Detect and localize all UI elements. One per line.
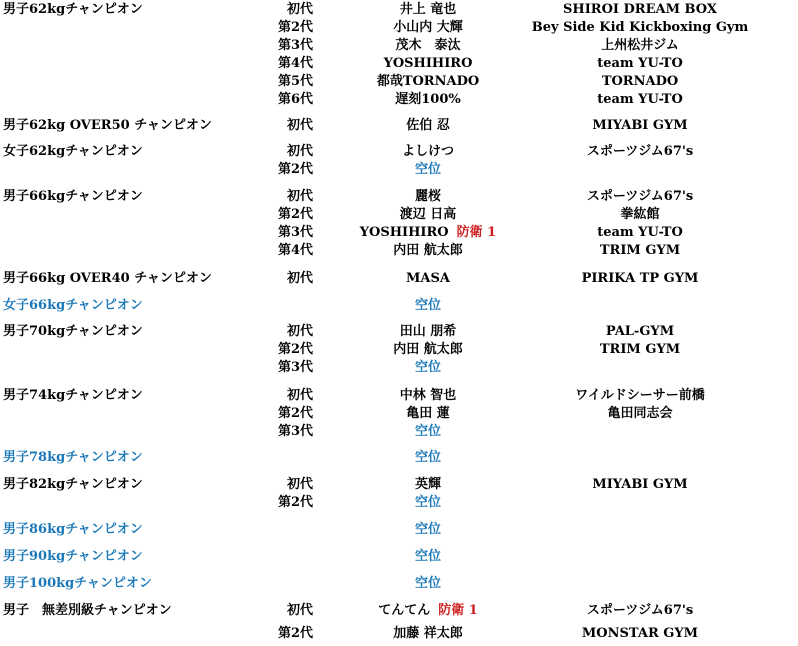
class-name: 女子66kgチャンピオン [3,298,143,313]
division-row [0,206,798,224]
class-name: 男子 無差別級チャンピオン [3,603,172,618]
division-row [0,224,798,242]
vacant-label [344,423,512,441]
name-text: YOSHIHIRO [359,225,449,240]
champion-name [344,625,512,643]
champion-name [344,323,512,341]
champion-name [344,55,512,73]
champion-name [344,91,512,109]
champion-name [344,206,512,224]
generation-label: 初代 [286,477,313,492]
division-row [0,19,798,37]
name-text: 井上 竜也 [399,2,457,17]
division-row [0,476,798,494]
division-row [0,270,798,288]
generation-label: 第2代 [277,406,313,421]
generation-label: 初代 [286,2,313,17]
generation-label: 初代 [286,324,313,339]
generation-label: 初代 [286,144,313,159]
name-text: 英輝 [414,477,441,492]
vacant-label [344,449,512,467]
generation-label: 初代 [286,388,313,403]
name-text: 空位 [414,495,441,510]
division-row [0,423,798,441]
class-name: 女子62kgチャンピオン [3,144,143,159]
name-text: 空位 [414,360,441,375]
gym-name: PIRIKA TP GYM [581,271,699,286]
vacant-label [344,161,512,179]
champion-name [344,270,512,288]
gym-name: Bey Side Kid Kickboxing Gym [531,20,749,35]
division-row [0,405,798,423]
gym-name: 拳紘館 [620,207,660,222]
gym-name: PAL-GYM [605,324,675,339]
name-text: 空位 [414,162,441,177]
division-row [0,494,798,512]
generation-label: 第3代 [277,38,313,53]
gym-name: SHIROI DREAM BOX [563,2,717,17]
name-text: 遅刻100% [395,92,461,107]
division-row [0,449,798,467]
champion-name [344,143,512,161]
generation-label: 第2代 [277,207,313,222]
class-name: 男子62kg OVER50 チャンピオン [3,118,212,133]
division-row [0,1,798,19]
champion-name [344,387,512,405]
gym-name: team YU-TO [597,225,683,240]
name-text: 都哉TORNADO [376,74,480,89]
class-name: 男子62kgチャンピオン [3,2,143,17]
division-row [0,161,798,179]
division-row [0,188,798,206]
gym-name: スポーツジム67's [586,603,694,618]
generation-label: 第3代 [277,225,313,240]
class-name: 男子100kgチャンピオン [3,576,152,591]
gym-name: ワイルドシーサー前橋 [575,388,705,403]
generation-label: 第6代 [277,92,313,107]
vacant-label [344,521,512,539]
name-text: 内田 航太郎 [393,342,463,357]
defense-badge: 防衛 1 [456,225,497,240]
generation-label: 第3代 [277,360,313,375]
name-text: よしけつ [401,144,454,159]
gym-name: TRIM GYM [599,243,681,258]
name-text: 空位 [414,522,441,537]
gym-name: team YU-TO [597,56,683,71]
gym-name: team YU-TO [597,92,683,107]
defense-badge: 防衛 1 [438,603,478,618]
name-text: 小山内 大輝 [393,20,463,35]
name-text: 内田 航太郎 [393,243,463,258]
class-name: 男子70kgチャンピオン [3,324,143,339]
division-row [0,117,798,135]
division-row [0,37,798,55]
name-text: 渡辺 日高 [399,207,457,222]
name-text: 加藤 祥太郎 [393,626,463,641]
class-name: 男子74kgチャンピオン [3,388,143,403]
name-text: 中林 智也 [399,388,457,403]
champion-name [344,73,512,91]
gym-name: MONSTAR GYM [581,626,699,641]
name-text: 空位 [414,424,441,439]
name-text: 田山 朋希 [399,324,457,339]
champion-name [344,37,512,55]
name-text: 空位 [414,298,441,313]
generation-label: 第4代 [277,56,313,71]
name-text: 亀田 蓮 [406,406,450,421]
generation-label: 第2代 [277,495,313,510]
champion-name [344,602,512,620]
champion-name [344,117,512,135]
generation-label: 初代 [286,603,313,618]
division-row [0,575,798,593]
class-name: 男子86kgチャンピオン [3,522,143,537]
vacant-label [344,359,512,377]
division-row [0,297,798,315]
division-row [0,521,798,539]
generation-label: 初代 [286,189,313,204]
name-text: 茂木 泰汰 [395,38,461,53]
vacant-label [344,297,512,315]
class-name: 男子90kgチャンピオン [3,549,143,564]
name-text: 空位 [414,450,441,465]
name-text: てんてん [378,603,431,618]
champion-name [344,19,512,37]
class-name: 男子82kgチャンピオン [3,477,143,492]
gym-name: TORNADO [601,74,679,89]
champion-name [344,188,512,206]
division-row [0,242,798,260]
division-row [0,341,798,359]
name-text: 佐伯 忍 [406,118,450,133]
division-row [0,73,798,91]
division-row [0,55,798,73]
gym-name: 上州松井ジム [601,38,679,53]
name-text: YOSHIHIRO [383,56,473,71]
division-row [0,387,798,405]
division-row [0,359,798,377]
generation-label: 第2代 [277,626,313,641]
champion-name [344,224,512,242]
generation-label: 第3代 [277,424,313,439]
generation-label: 初代 [286,271,313,286]
generation-label: 初代 [286,118,313,133]
gym-name: MIYABI GYM [592,477,688,492]
division-row [0,625,798,643]
class-name: 男子66kg OVER40 チャンピオン [3,271,212,286]
vacant-label [344,548,512,566]
division-row [0,602,798,620]
generation-label: 第2代 [277,20,313,35]
class-name: 男子78kgチャンピオン [3,450,143,465]
name-text: 空位 [414,549,441,564]
class-name: 男子66kgチャンピオン [3,189,143,204]
name-text: MASA [406,271,450,286]
gym-name: TRIM GYM [599,342,681,357]
champion-name [344,242,512,260]
champion-name [344,341,512,359]
generation-label: 第2代 [277,162,313,177]
generation-label: 第2代 [277,342,313,357]
vacant-label [344,575,512,593]
gym-name: スポーツジム67's [586,144,694,159]
vacant-label [344,494,512,512]
generation-label: 第4代 [277,243,313,258]
champion-name [344,405,512,423]
division-row [0,548,798,566]
name-text: 麗桜 [414,189,441,204]
generation-label: 第5代 [277,74,313,89]
division-row [0,91,798,109]
gym-name: MIYABI GYM [592,118,688,133]
gym-name: スポーツジム67's [586,189,694,204]
gym-name: 亀田同志会 [607,406,673,421]
division-row [0,143,798,161]
champion-name [344,476,512,494]
name-text: 空位 [414,576,441,591]
division-row [0,323,798,341]
champion-name [344,1,512,19]
